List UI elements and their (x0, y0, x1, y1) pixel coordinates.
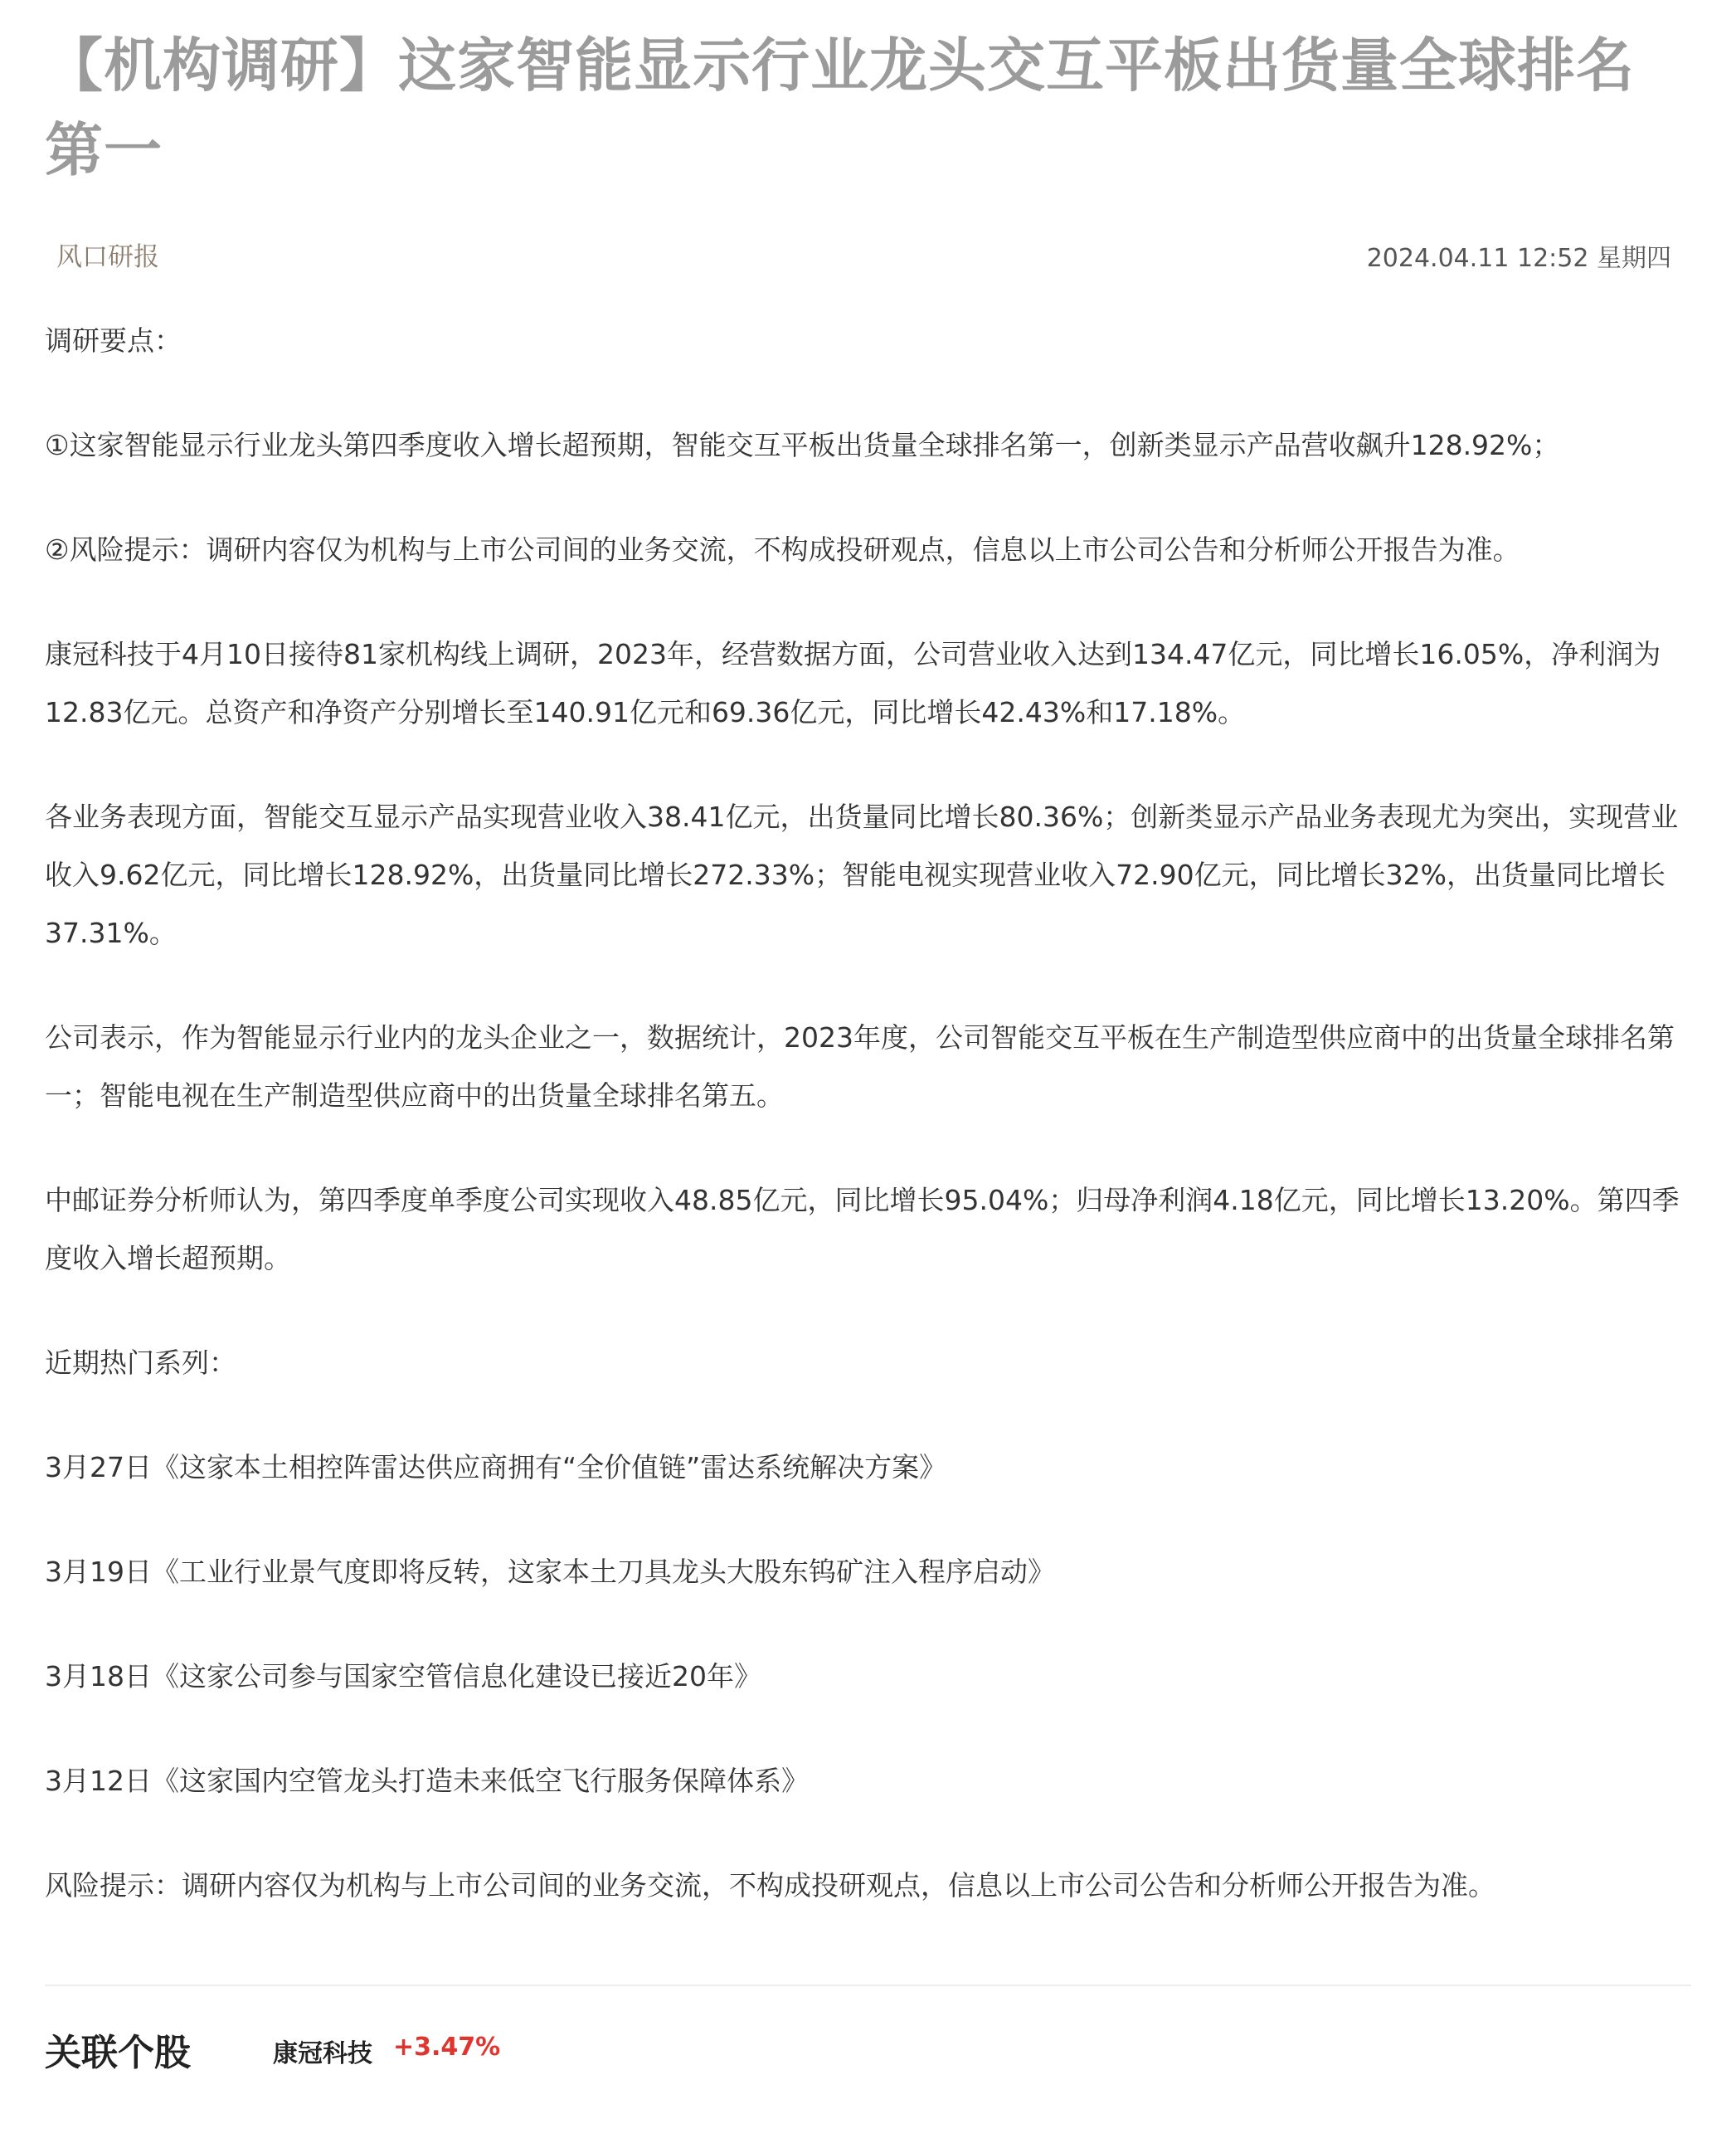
article-body (45, 312, 1691, 1915)
risk-disclaimer: 风险提示：调研内容仅为机构与上市公司间的业务交流，不构成投研观点，信息以上市公司公告和分析师公开报告为准。 (45, 1869, 1495, 1902)
research-point-2: ②风险提示：调研内容仅为机构与上市公司间的业务交流，不构成投研观点，信息以上市公司公告和分析师公开报告为准。 (45, 533, 1520, 566)
related-stock-change[interactable]: +3.47% (393, 2033, 501, 2062)
paragraph-analyst-view: 中邮证券分析师认为，第四季度单季度公司实现收入48.85亿元，同比增长95.04%；归母净利润4.18亿元，同比增长13.20%。第四季度收入增长超预期。 (45, 1184, 1680, 1274)
research-points-heading: 调研要点： (45, 324, 182, 357)
related-stock-name[interactable]: 康冠科技 (273, 2039, 372, 2068)
hot-series-link-4[interactable]: 3月12日《这家国内空管龙头打造未来低空飞行服务保障体系》 (45, 1765, 809, 1797)
paragraph-business-performance: 各业务表现方面，智能交互显示产品实现营业收入38.41亿元，出货量同比增长80.36%；创新类显示产品业务表现尤为突出，实现营业收入9.62亿元，同比增长128.92%，出货量同比增长272.33%；智能电视实现营业收入72.90亿元，同比增长32%，出货量同比增长37.31%。 (45, 801, 1679, 949)
article-title: 【机构调研】这家智能显示行业龙头交互平板出货量全球排名第一 (45, 32, 1635, 184)
related-stocks-title: 关联个股 (45, 2032, 191, 2074)
article-meta (45, 231, 1691, 280)
paragraph-company-statement: 公司表示，作为智能显示行业内的龙头企业之一，数据统计，2023年度，公司智能交互平板在生产制造型供应商中的出货量全球排名第一；智能电视在生产制造型供应商中的出货量全球排名第五。 (45, 1021, 1675, 1112)
article-source[interactable]: 风口研报 (56, 242, 159, 272)
paragraph-operating-data: 康冠科技于4月10日接待81家机构线上调研，2023年，经营数据方面，公司营业收入达到134.47亿元，同比增长16.05%，净利润为12.83亿元。总资产和净资产分别增长至140.91亿元和69.36亿元，同比增长42.43%和17.18%。 (45, 638, 1661, 728)
hot-series-link-3[interactable]: 3月18日《这家公司参与国家空管信息化建设已接近20年》 (45, 1660, 761, 1692)
related-stocks (45, 1986, 1691, 2074)
hot-series-heading: 近期热门系列： (45, 1347, 236, 1379)
article-page (45, 0, 1691, 2074)
hot-series-link-1[interactable]: 3月27日《这家本土相控阵雷达供应商拥有“全价值链”雷达系统解决方案》 (45, 1451, 947, 1483)
publish-datetime: 2024.04.11 12:52 星期四 (1366, 244, 1671, 273)
hot-series-link-2[interactable]: 3月19日《工业行业景气度即将反转，这家本土刀具龙头大股东钨矿注入程序启动》 (45, 1556, 1055, 1588)
research-point-1: ①这家智能显示行业龙头第四季度收入增长超预期，智能交互平板出货量全球排名第一，创新类显示产品营收飙升128.92%； (45, 429, 1560, 461)
